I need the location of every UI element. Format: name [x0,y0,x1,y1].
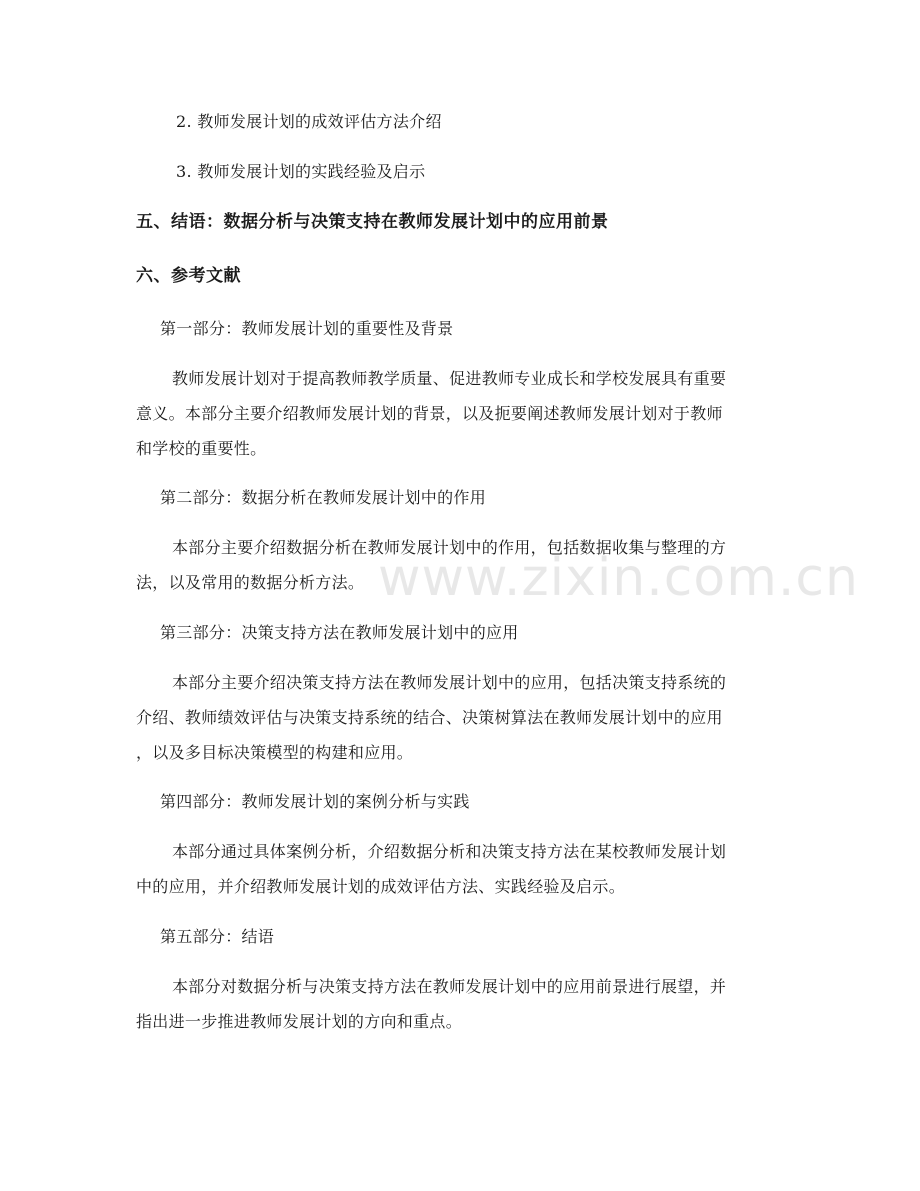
paragraph-line: 本部分主要介绍数据分析在教师发展计划中的作用，包括数据收集与整理的方 [172,538,727,557]
part-label: 第一部分：教师发展计划的重要性及背景 [160,319,454,338]
paragraph-line: 法，以及常用的数据分析方法。 [136,573,365,592]
section-heading-references: 六、参考文献 [136,266,241,286]
paragraph-line: 本部分对数据分析与决策支持方法在教师发展计划中的应用前景进行展望，并 [172,977,727,996]
paragraph-line: 本部分通过具体案例分析，介绍数据分析和决策支持方法在某校教师发展计划 [172,842,727,861]
paragraph-line: ，以及多目标决策模型的构建和应用。 [136,743,414,762]
part-label: 第三部分：决策支持方法在教师发展计划中的应用 [160,623,519,642]
paragraph-line: 指出进一步推进教师发展计划的方向和重点。 [136,1012,463,1031]
paragraph-line: 意义。本部分主要介绍教师发展计划的背景，以及扼要阐述教师发展计划对于教师 [136,404,723,423]
list-item: 2. 教师发展计划的成效评估方法介绍 [176,112,442,131]
watermark-text: www.zixin.com.cn [378,548,859,608]
section-heading-conclusion: 五、结语：数据分析与决策支持在教师发展计划中的应用前景 [136,212,609,232]
part-label: 第四部分：教师发展计划的案例分析与实践 [160,792,470,811]
paragraph-line: 教师发展计划对于提高教师教学质量、促进教师专业成长和学校发展具有重要 [172,369,727,388]
part-label: 第二部分：数据分析在教师发展计划中的作用 [160,488,487,507]
paragraph-line: 中的应用，并介绍教师发展计划的成效评估方法、实践经验及启示。 [136,877,626,896]
list-item: 3. 教师发展计划的实践经验及启示 [176,162,426,181]
paragraph-line: 本部分主要介绍决策支持方法在教师发展计划中的应用，包括决策支持系统的 [172,673,727,692]
part-label: 第五部分：结语 [160,927,275,946]
paragraph-line: 和学校的重要性。 [136,439,267,458]
paragraph-line: 介绍、教师绩效评估与决策支持系统的结合、决策树算法在教师发展计划中的应用 [136,708,723,727]
